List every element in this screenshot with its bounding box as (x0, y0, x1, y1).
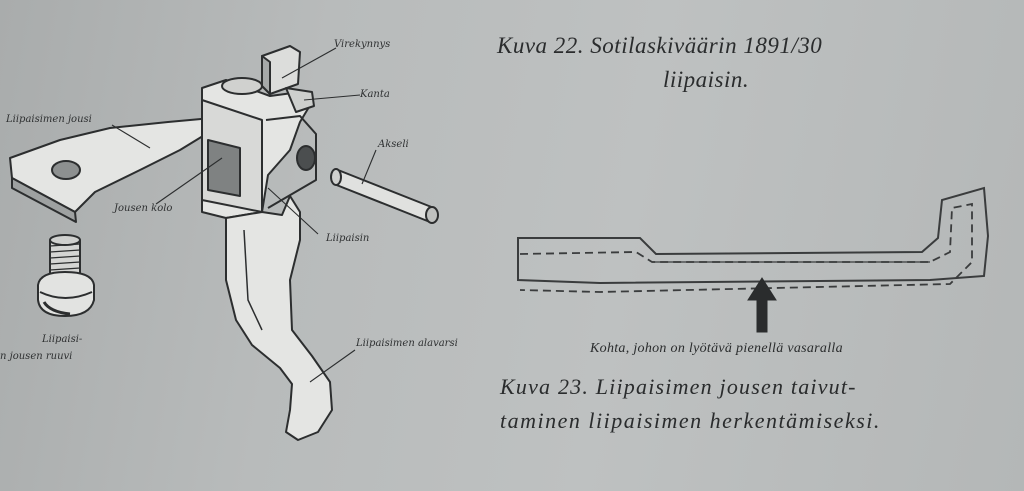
spring-outline-dashed (520, 204, 972, 292)
label-kanta: Kanta (360, 89, 390, 100)
figure-22-caption-line2: liipaisin. (663, 67, 750, 92)
label-akseli: Akseli (378, 139, 409, 150)
figure-22-caption-line1: Kuva 22. Sotilaskiväärin 1891/30 (497, 33, 823, 58)
spring-slot (208, 140, 240, 196)
figure-23-spring-drawing (518, 188, 988, 292)
label-liipaisin: Liipaisin (326, 233, 370, 244)
top-pin (222, 78, 262, 94)
label-screw-line2: n jousen ruuvi (0, 351, 73, 362)
label-screw-line1: Liipaisi- (42, 334, 83, 345)
figure-23-caption-line1: Kuva 23. Liipaisimen jousen taivut- (500, 374, 857, 399)
label-liipaisimen-jousi: Liipaisimen jousi (6, 114, 92, 125)
label-virekynnys: Virekynnys (334, 39, 391, 50)
label-jousen-kolo: Jousen kolo (114, 203, 173, 214)
figure-23-caption-line2: taminen liipaisimen herkentämiseksi. (500, 408, 881, 433)
spring-screw-hole (52, 161, 80, 179)
axle-hole (297, 146, 315, 170)
figure-23-annotation: Kohta, johon on lyötävä pienellä vasaralla (590, 341, 843, 356)
hammer-point-arrow (748, 278, 776, 332)
label-alavarsi: Liipaisimen alavarsi (356, 338, 458, 349)
spring-outline-solid (518, 188, 988, 283)
axle-pin (334, 170, 434, 222)
sear-tooth-front (262, 56, 270, 94)
